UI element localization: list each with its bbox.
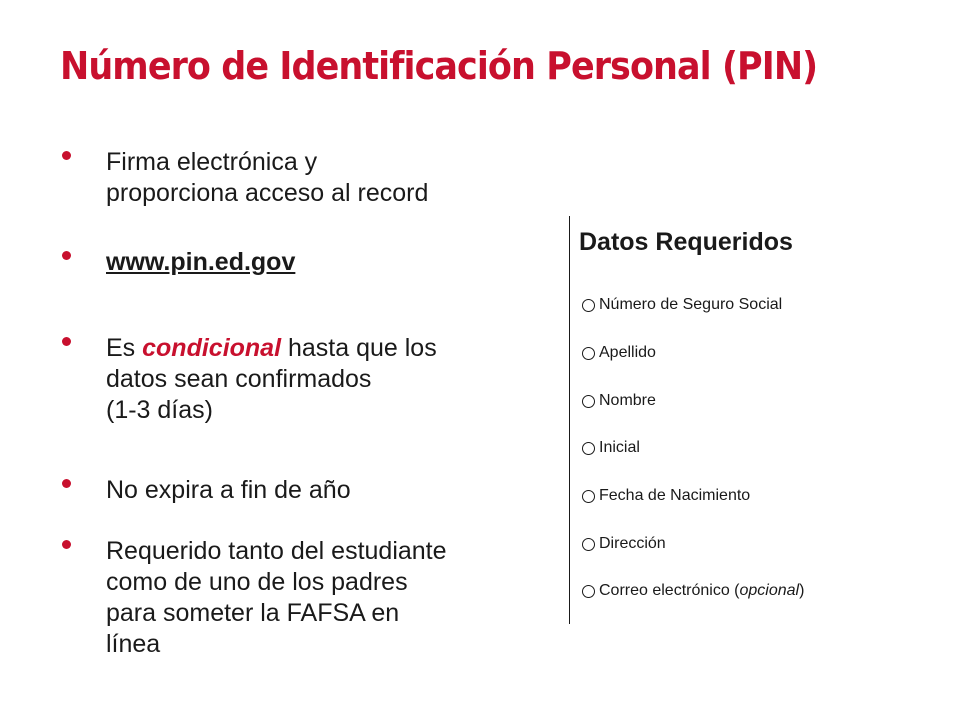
bullet-line: Requerido tanto del estudiante bbox=[106, 537, 447, 565]
bullet-line: para someter la FAFSA en bbox=[106, 599, 400, 627]
required-item-first-name bbox=[582, 390, 656, 412]
bullet-text bbox=[106, 147, 556, 209]
circle-icon bbox=[582, 442, 595, 455]
required-item-initial bbox=[582, 437, 640, 459]
required-item-ssn bbox=[582, 294, 782, 316]
required-item-birth-date bbox=[582, 485, 750, 507]
required-item-last-name bbox=[582, 342, 656, 364]
required-item-label: Apellido bbox=[599, 344, 656, 361]
required-item-label bbox=[599, 582, 804, 600]
slide-title: Número de Identificación Personal (PIN) bbox=[60, 44, 818, 88]
conditional-emphasis: condicional bbox=[142, 334, 282, 362]
bullet-dot-icon bbox=[62, 337, 71, 346]
email-label-close: ) bbox=[799, 582, 805, 599]
bullet-line: No expira a fin de año bbox=[106, 476, 351, 504]
optional-note: opcional bbox=[739, 582, 800, 599]
circle-icon bbox=[582, 347, 595, 360]
bullet-line: Firma electrónica y bbox=[106, 148, 318, 176]
circle-icon bbox=[582, 299, 595, 312]
required-data-heading: Datos Requeridos bbox=[579, 228, 793, 256]
circle-icon bbox=[582, 490, 595, 503]
required-item-address bbox=[582, 533, 666, 555]
circle-icon bbox=[582, 538, 595, 551]
bullet-line: datos sean confirmados bbox=[106, 365, 372, 393]
bullet-dot-icon bbox=[62, 251, 71, 260]
bullet-text-segment: hasta que los bbox=[281, 334, 437, 362]
bullet-line: (1-3 días) bbox=[106, 396, 213, 424]
required-item-label: Inicial bbox=[599, 439, 640, 456]
bullet-text bbox=[106, 247, 556, 278]
bullet-dot-icon bbox=[62, 479, 71, 488]
required-item-email bbox=[582, 580, 804, 602]
circle-icon bbox=[582, 585, 595, 598]
bullet-line: proporciona acceso al record bbox=[106, 179, 429, 207]
bullet-line: línea bbox=[106, 630, 161, 658]
bullet-text bbox=[106, 333, 556, 426]
bullet-line: como de uno de los padres bbox=[106, 568, 408, 596]
bullet-text-segment: Es bbox=[106, 334, 143, 362]
bullet-text bbox=[106, 536, 556, 660]
bullet-text bbox=[106, 475, 556, 506]
pin-website-link[interactable]: www.pin.ed.gov bbox=[106, 248, 296, 276]
required-item-label: Dirección bbox=[599, 535, 666, 552]
required-item-label: Fecha de Nacimiento bbox=[599, 487, 751, 504]
bullet-dot-icon bbox=[62, 540, 71, 549]
bullet-dot-icon bbox=[62, 151, 71, 160]
required-item-label: Número de Seguro Social bbox=[599, 296, 783, 313]
email-label: Correo electrónico ( bbox=[599, 582, 740, 599]
circle-icon bbox=[582, 395, 595, 408]
vertical-divider bbox=[569, 216, 570, 624]
required-item-label: Nombre bbox=[599, 392, 656, 409]
